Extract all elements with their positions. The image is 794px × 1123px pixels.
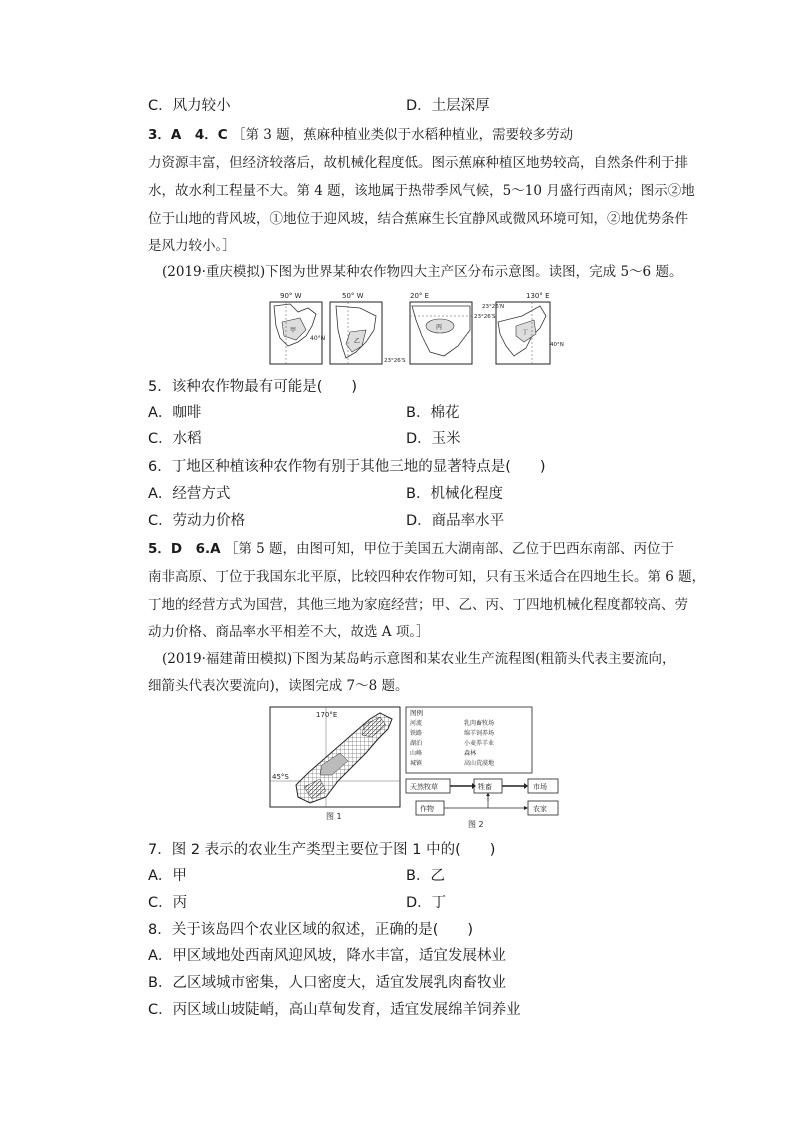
- region-label-ding: 丁: [522, 329, 529, 336]
- legend: [406, 707, 532, 773]
- flow-node-market: 市场: [533, 783, 547, 791]
- answer-5-6-text: ［第 5 题，由图可知，甲位于美国五大湖南部、乙位于巴西东南部、丙位于: [224, 541, 675, 557]
- q4-option-d: D．土层深厚: [406, 98, 490, 114]
- lon-label-50w: 50° W: [342, 292, 364, 300]
- q6-option-c: C．劳动力价格: [148, 513, 246, 529]
- map-panel-ding: [482, 292, 564, 364]
- q5-option-d: D．玉米: [406, 431, 461, 447]
- q7-option-c: C．丙: [148, 895, 188, 911]
- legend-title: 图例: [410, 709, 423, 717]
- legend-item-2: 乳肉畜牧场: [464, 720, 495, 727]
- q5-option-a: A．咖啡: [148, 405, 202, 421]
- q5-option-c: C．水稻: [148, 431, 202, 447]
- q6-option-b: B．机械化程度: [406, 486, 503, 502]
- q8-stem: 8．关于该岛四个农业区域的叙述，正确的是( ): [148, 922, 474, 938]
- q8-option-a: A．甲区域地处西南风迎风坡，降水丰富，适宜发展林业: [148, 948, 506, 964]
- answer-3-4-label: 3．A 4．C: [148, 127, 228, 143]
- flow-node-pasture: 天然牧草: [410, 783, 438, 791]
- lat-label-4: 23°26′N: [482, 304, 505, 310]
- intro-7-8-line2: 细箭头代表次要流向)，读图完成 7～8 题。: [148, 678, 409, 694]
- answer-5-6-line1: [148, 539, 674, 559]
- answer-3-4-line3: 水，故水利工程量不大。第 4 题，该地属于热带季风气候，5～10 月盛行西南风；图示②地: [148, 183, 695, 199]
- intro-5-6: (2019·重庆模拟)下图为世界某种农作物四大主产区分布示意图。读图，完成 5～6 题。: [162, 264, 683, 280]
- answer-5-6-line3: 丁地的经营方式为国营，其他三地为家庭经营；甲、乙、丙、丁四地机械化程度都较高、劳: [148, 597, 688, 613]
- lat-label-3: 23°26′S: [474, 314, 496, 320]
- legend-item-7: 山峰: [410, 750, 423, 757]
- lat-label-2: 23°26′S: [384, 358, 406, 364]
- answer-5-6-label: 5．D 6.A: [148, 541, 221, 557]
- map-panel-yi: [330, 292, 406, 364]
- legend-item-4: 绵羊饲养场: [464, 730, 495, 737]
- answer-5-6-line4: 动力价格、商品率水平相差不大，故选 A 项。］: [148, 624, 430, 640]
- flow-node-crops: 作物: [420, 805, 434, 813]
- q8-option-c: C．丙区域山坡陡峭，高山草甸发育，适宜发展绵羊饲养业: [148, 1002, 521, 1018]
- legend-item-10: 高山荒漠地: [464, 760, 495, 767]
- legend-item-1: 河流: [410, 720, 423, 727]
- lat-label-1: 40°N: [310, 335, 326, 342]
- answer-3-4-line5: 是风力较小。］: [148, 238, 236, 254]
- answer-3-4-line4: 位于山地的背风坡，①地位于迎风坡，结合蕉麻生长宜静风或微风环境可知，②地优势条件: [148, 211, 688, 227]
- island-lat-label: 45°S: [272, 773, 289, 781]
- legend-item-9: 城镇: [410, 760, 423, 767]
- fig1-caption: 图 1: [326, 812, 342, 821]
- q4-option-c: C．风力较小: [148, 98, 231, 114]
- q8-option-b: B．乙区域城市密集，人口密度大，适宜发展乳肉畜牧业: [148, 975, 506, 991]
- answer-3-4-line2: 力资源丰富，但经济较落后，故机械化程度低。图示蕉麻种植区地势较高，自然条件利于排: [148, 155, 688, 171]
- q7-option-d: D．丁: [406, 895, 447, 911]
- q7-option-a: A．甲: [148, 868, 187, 884]
- q6-stem: 6．丁地区种植该种农作物有别于其他三地的显著特点是( ): [148, 459, 546, 475]
- lat-label-5: 40°N: [550, 342, 564, 348]
- legend-item-6: 小麦养羊业: [464, 740, 495, 747]
- q5-stem: 5．该种农作物最有可能是( ): [148, 379, 358, 395]
- flow-node-farmhouse: 农家: [533, 805, 547, 813]
- map-panel-jia: [270, 292, 325, 364]
- region-label-yi: 乙: [354, 338, 361, 345]
- q7-stem: 7．图 2 表示的农业生产类型主要位于图 1 中的( ): [148, 842, 496, 858]
- lon-label-130e: 130° E: [526, 292, 550, 300]
- lon-label-20e: 20° E: [410, 292, 430, 300]
- region-label-bing: 丙: [436, 324, 443, 331]
- intro-7-8-line1: (2019·福建莆田模拟)下图为某岛屿示意图和某农业生产流程图(粗箭头代表主要流向，: [162, 651, 676, 667]
- region-label-jia: 甲: [290, 327, 297, 334]
- q6-option-d: D．商品率水平: [406, 513, 505, 529]
- lon-label-90w: 90° W: [280, 292, 302, 300]
- map-panel-bing: [410, 292, 496, 364]
- answer-5-6-line2: 南非高原、丁位于我国东北平原，比较四种农作物可知，只有玉米适合在四地生长。第 6 题，: [148, 569, 706, 585]
- q5-option-b: B．棉花: [406, 405, 460, 421]
- legend-item-3: 铁路: [410, 730, 423, 737]
- answer-3-4-text: ［第 3 题，蕉麻种植业类似于水稻种植业，需要较多劳动: [231, 127, 574, 143]
- fig2-caption: 图 2: [468, 820, 484, 829]
- crop-regions-map: [250, 286, 562, 368]
- island-figure: [268, 705, 568, 833]
- legend-item-8: 森林: [464, 750, 477, 757]
- answer-3-4-line1: [148, 125, 573, 145]
- flow-node-livestock: 牲畜: [478, 783, 492, 791]
- legend-item-5: 湖泊: [410, 740, 423, 747]
- q6-option-a: A．经营方式: [148, 486, 231, 502]
- q7-option-b: B．乙: [406, 868, 445, 884]
- island-lon-label: 170°E: [316, 711, 338, 719]
- flow-chart: [406, 779, 558, 815]
